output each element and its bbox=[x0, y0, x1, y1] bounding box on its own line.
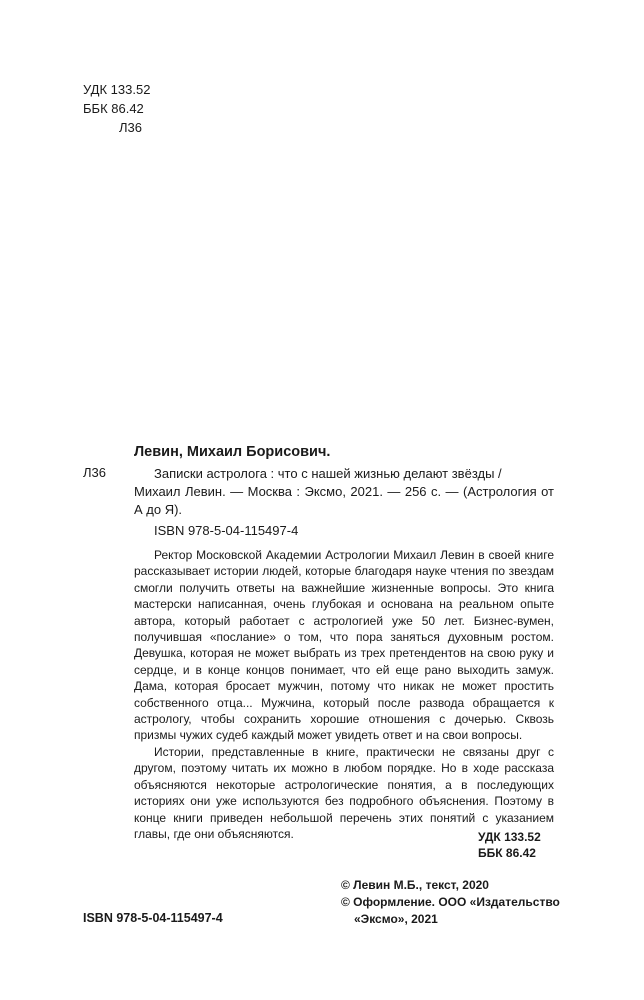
bbk-code-bold: ББК 86.42 bbox=[478, 846, 536, 860]
bbk-code: ББК 86.42 bbox=[83, 101, 144, 116]
author-mark: Л36 bbox=[119, 120, 142, 135]
annotation-paragraph-1: Ректор Московской Академии Астрологии Михаил Левин в своей книге рассказывает истории людей, которые благодаря науке чтения по звездам смогли получить ответы на важнейшие жизненные вопросы. Это книга мастерски написанная, очень глубокая и основана на реальном опыте автора, который работает с астрологией уже 50 лет. Бизнес-вумен, получившая «послание» о том, что пора заняться духовным ростом. Девушка, которая не может выбрать из трех претендентов на свою руку и сердце, и в конце концов понимает, что ей еще рано выходить замуж. Дама, которая бросает мужчин, потому что никак не может простить собственного отца... Мужчина, который после развода обращается к астрологу, чтобы сохранить хорошие отношения с дочерью. Сквозь призмы чужих судеб каждый может увидеть ответ и на свои вопросы. bbox=[134, 548, 554, 743]
isbn-record: ISBN 978-5-04-115497-4 bbox=[154, 523, 299, 538]
title-line: Записки астролога : что с нашей жизнью делают звёзды / bbox=[154, 466, 502, 481]
copyright-design: © Оформление. ООО «Издательство bbox=[341, 895, 560, 909]
copyright-text: © Левин М.Б., текст, 2020 bbox=[341, 878, 489, 892]
udk-code: УДК 133.52 bbox=[83, 82, 151, 97]
udk-code-bold: УДК 133.52 bbox=[478, 830, 541, 844]
publication-details: Михаил Левин. — Москва : Эксмо, 2021. — 256 с. — (Астрология от А до Я). bbox=[134, 484, 554, 517]
copyright-design-cont: «Эксмо», 2021 bbox=[354, 912, 438, 926]
classification-codes-bold bbox=[478, 829, 541, 861]
copyright-block bbox=[341, 877, 561, 928]
annotation bbox=[134, 547, 554, 842]
annotation-paragraph-2: Истории, представленные в книге, практически не связаны друг с другом, поэтому читать их можно в любом порядке. Но в ходе рассказа объясняются некоторые астрологические понятия, а в последующих историях они уже используются без подробного объяснения. Поэтому в конце книги приведен небольшой перечень этих понятий с указанием главы, где они объясняются. bbox=[134, 744, 554, 841]
call-mark: Л36 bbox=[83, 465, 106, 480]
author-heading: Левин, Михаил Борисович. bbox=[134, 444, 331, 460]
isbn-footer: ISBN 978-5-04-115497-4 bbox=[83, 911, 223, 925]
classification-codes bbox=[83, 80, 150, 137]
bibliographic-description bbox=[134, 465, 554, 519]
